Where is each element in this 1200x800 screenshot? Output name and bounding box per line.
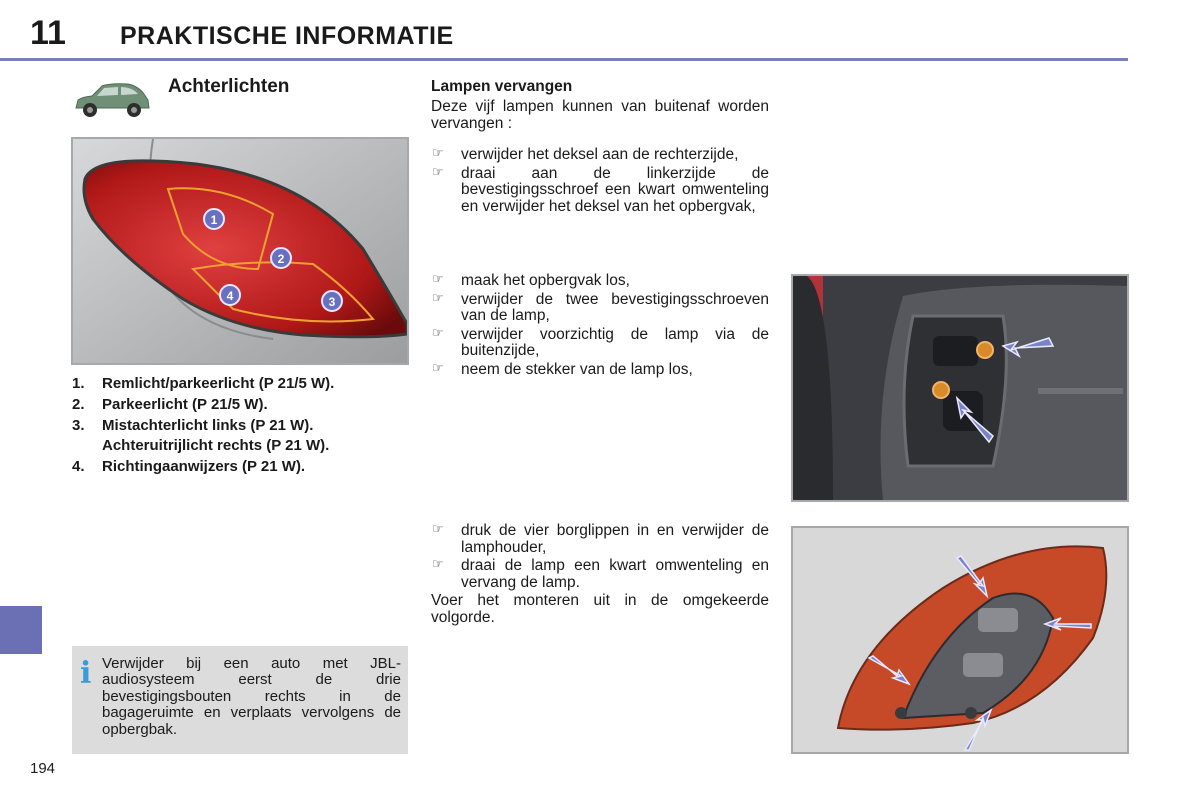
hand-pointer-icon: ☞ (432, 360, 444, 376)
trunk-photo (791, 274, 1129, 502)
step-item: ☞ verwijder het deksel aan de rechterzijde, (432, 146, 739, 163)
callout-1 (204, 209, 224, 229)
bulb-item-2: 2. Parkeerlicht (P 21/5 W). (72, 395, 268, 413)
svg-text:2: 2 (277, 252, 285, 266)
chapter-number: 11 (30, 14, 66, 52)
info-text: Verwijder bij een auto met JBL-audiosysteem eerst de drie bevestigingsbouten rechts in de bagageruimte en verplaats vervolgens de opbergbak. (102, 655, 401, 738)
bulb-item-1: 1. Remlicht/parkeerlicht (P 21/5 W). (72, 375, 335, 392)
step-item: ☞ maak het opbergvak los, (432, 272, 630, 289)
hand-pointer-icon: ☞ (432, 164, 444, 180)
info-icon: i (80, 656, 92, 691)
callout-2 (271, 248, 291, 268)
hand-pointer-icon: ☞ (432, 557, 444, 573)
hand-pointer-icon: ☞ (432, 522, 444, 537)
taillight-photo (71, 137, 409, 365)
instructions-intro: Deze vijf lampen kunnen van buitenaf worden vervangen : (431, 98, 769, 132)
step-item: ☞ verwijder voorzichtig de lamp via de buitenzijde, (432, 325, 769, 360)
hand-pointer-icon: ☞ (432, 146, 444, 161)
chapter-title: PRAKTISCHE INFORMATIE (120, 22, 454, 50)
bulb-item-4: 4. Richtingaanwijzers (P 21 W). (72, 458, 306, 476)
instructions-intro-block (431, 99, 769, 132)
steps-group-3 (431, 523, 769, 627)
hand-pointer-icon: ☞ (432, 272, 444, 287)
bulb-item-3: 3. Mistachterlicht links (P 21 W). (72, 416, 314, 434)
hand-pointer-icon: ☞ (432, 290, 444, 306)
instructions-heading: Lampen vervangen (431, 78, 573, 95)
hand-pointer-icon: ☞ (432, 325, 444, 341)
header-rule (0, 58, 1128, 61)
lamp-unit-photo (791, 526, 1129, 754)
step-item: ☞ draai aan de linkerzijde de bevestigingsschroef een kwart omwenteling en verwijder het deksel van het opbergvak, (432, 164, 769, 215)
step-item: ☞ neem de stekker van de lamp los, (432, 360, 693, 378)
steps-group-2 (431, 273, 769, 381)
steps-group-1 (431, 147, 769, 217)
section-title: Achterlichten (168, 76, 290, 97)
bulb-list (72, 374, 334, 478)
info-box (72, 646, 408, 754)
step-item: ☞ draai de lamp een kwart omwenteling en vervang de lamp. (432, 557, 769, 591)
chapter-side-tab (0, 606, 42, 654)
closing-text: Voer het monteren uit in de omgekeerde volgorde. (431, 592, 769, 626)
page-number: 194 (30, 760, 56, 777)
callout-3 (322, 291, 342, 311)
bulb-item-3b: Achteruitrijlicht rechts (P 21 W). (102, 437, 330, 455)
step-item: ☞ druk de vier borglippen in en verwijder de lamphouder, (432, 522, 769, 556)
svg-text:4: 4 (226, 289, 234, 303)
svg-text:1: 1 (210, 213, 218, 227)
svg-text:3: 3 (328, 295, 336, 309)
car-icon (70, 80, 152, 122)
callout-4 (220, 285, 240, 305)
step-item: ☞ verwijder de twee bevestigingsschroeven van de lamp, (432, 290, 769, 325)
